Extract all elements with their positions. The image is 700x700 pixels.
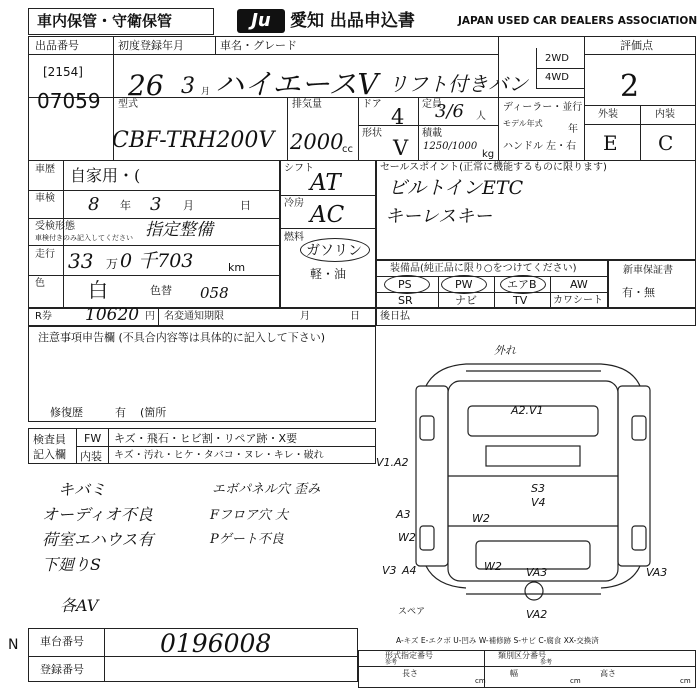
- model-value: CBF-TRH200V: [112, 128, 275, 153]
- divider: [215, 36, 216, 54]
- body-shape-label: 形状: [362, 128, 382, 139]
- equip-tv: TV: [513, 294, 528, 307]
- divider: [104, 628, 105, 682]
- inspection-year: 8: [88, 194, 100, 215]
- circle-airbag: [500, 275, 546, 294]
- model-spec-ref: 参考: [385, 659, 398, 666]
- car-grade-value: リフト付きバン: [388, 72, 528, 96]
- selling-point-2: キーレスキー: [385, 206, 493, 227]
- drive-4wd: 4WD: [545, 72, 569, 83]
- remark-left-2: オーディオ不良: [42, 505, 153, 524]
- interior-check-label: 内装: [80, 450, 102, 463]
- color-code: 058: [200, 284, 229, 302]
- car-name-label: 車名・グレード: [220, 39, 297, 52]
- repair-label: 修復歴: [50, 406, 83, 419]
- inspector-label-2: 記入欄: [33, 448, 66, 461]
- color-value: 白: [88, 278, 108, 302]
- recycle-unit: 円: [145, 311, 155, 322]
- recycle-label: R券: [35, 311, 52, 322]
- divider: [76, 446, 376, 447]
- dim-width: 幅: [510, 669, 518, 678]
- diagram-label: V4: [531, 496, 546, 509]
- inspection-day-unit: 日: [240, 199, 251, 212]
- ac-label: 冷房: [284, 198, 304, 209]
- lot-number: 07059: [37, 89, 101, 113]
- remark-right-2: Fフロア穴 大: [210, 508, 289, 523]
- certificate-note: 車検付きのみ記入してください: [35, 234, 133, 242]
- equip-sr: SR: [398, 294, 413, 307]
- fuel-circle: [300, 238, 370, 262]
- inspection-label: 車検: [35, 193, 55, 204]
- equip-navi: ナビ: [455, 294, 477, 307]
- chassis-label: 車台番号: [40, 635, 84, 648]
- exterior-grade: E: [603, 131, 618, 155]
- notes-label: 注意事項申告欄 (不具合内容等は具体的に記入して下さい): [38, 331, 326, 344]
- warranty-label: 新車保証書: [623, 265, 673, 276]
- dim-unit: cm: [680, 677, 691, 685]
- divider: [287, 97, 288, 161]
- registration-month: 3: [181, 74, 195, 99]
- equip-airbag: エアB: [507, 278, 537, 291]
- diagram-legend: A-キズ E-エクボ U-凹み W-補修跡 S-サビ C-腐食 XX-交換済: [396, 636, 599, 645]
- model-year-label: モデル年式: [503, 119, 543, 128]
- remark-left-4: 下廻りS: [42, 555, 101, 574]
- equip-ps: PS: [398, 278, 412, 291]
- class-ref: 参考: [540, 659, 553, 666]
- dim-unit: cm: [475, 677, 486, 685]
- body-shape-value: V: [393, 136, 409, 160]
- handle-label: ハンドル 左・右: [503, 141, 577, 152]
- equip-aw: AW: [570, 278, 588, 291]
- fw-label: FW: [84, 432, 102, 445]
- divider: [28, 190, 280, 191]
- recycle-value: 10620: [85, 305, 140, 325]
- dim-unit: cm: [570, 677, 581, 685]
- divider: [358, 666, 696, 667]
- warranty-value: 有・無: [622, 286, 655, 299]
- circle-ps: [384, 275, 430, 294]
- divider: [550, 276, 551, 308]
- displacement-value: 2000: [290, 130, 344, 154]
- shift-value: AT: [310, 170, 341, 196]
- form-title: 愛知 出品申込書: [290, 11, 415, 31]
- repair-value: 有: [115, 406, 126, 419]
- diagram-label: S3: [531, 482, 545, 495]
- fw-items: キズ・飛石・ヒビ割・リペア跡・X要: [114, 432, 298, 445]
- history-label: 車歴: [35, 164, 55, 175]
- inspection-month: 3: [150, 194, 162, 215]
- selling-point-1: ビルトインETC: [388, 177, 524, 199]
- diagram-label: W2: [398, 531, 416, 544]
- equip-kawa-seat: カワシート: [553, 295, 603, 306]
- notice-label: 名変通知期限: [164, 311, 224, 322]
- interior-label: 内装: [655, 109, 675, 120]
- registration-year: 26: [128, 69, 164, 102]
- equip-pw: PW: [455, 278, 473, 291]
- capacity-unit: 人: [476, 111, 486, 122]
- divider: [438, 276, 439, 308]
- interior-grade: C: [658, 131, 674, 155]
- inspection-year-unit: 年: [120, 199, 131, 212]
- registration-label: 初度登録年月: [118, 39, 184, 52]
- notice-month-unit: 月: [300, 311, 310, 322]
- capacity-label: 定員: [422, 99, 442, 110]
- divider: [358, 125, 498, 126]
- equipment-label: 装備品(純正品に限り○をつけてください): [390, 263, 577, 274]
- divider: [494, 276, 495, 308]
- divider: [584, 54, 696, 55]
- notice-day-unit: 日: [350, 311, 360, 322]
- form-title-en: JAPAN USED CAR DEALERS ASSOCIATION: [458, 15, 698, 27]
- capacity-value: 3/6: [435, 101, 464, 122]
- mileage-label: 走行: [35, 249, 55, 260]
- diagram-label: VA3: [526, 566, 548, 579]
- divider: [108, 428, 109, 464]
- class-label: 類別区分番号: [498, 651, 546, 660]
- storage-title: 車内保管・守衛保管: [37, 12, 173, 30]
- model-spec-label: 形式指定番号: [385, 651, 433, 660]
- mileage-unit: km: [228, 261, 246, 274]
- diagram-label: A4: [402, 564, 417, 577]
- diagram-label: VA2: [526, 608, 548, 621]
- evaluation-label: 評価点: [620, 39, 653, 52]
- displacement-label: 排気量: [292, 99, 322, 110]
- certificate-value: 指定整備: [145, 220, 213, 240]
- divider: [28, 54, 498, 55]
- car-name-value: ハイエースV: [215, 67, 379, 101]
- divider: [28, 245, 280, 246]
- fuel-label: 燃料: [284, 232, 304, 243]
- after-pay-label: 後日払: [380, 311, 410, 322]
- mileage-man-unit: 万: [106, 257, 119, 271]
- divider: [640, 105, 641, 161]
- diagram-label: A3: [396, 508, 411, 521]
- lot-bracket-number: [2154]: [43, 65, 83, 79]
- divider: [358, 97, 359, 161]
- diagram-label: V3: [382, 564, 397, 577]
- diagram-label: W2: [484, 560, 502, 573]
- lot-label: 出品番号: [35, 39, 79, 52]
- diagram-label: W2: [472, 512, 490, 525]
- selling-points-label: セールスポイント(正常に機能するものに限ります): [380, 162, 607, 173]
- ju-logo: [237, 9, 285, 33]
- car-damage-diagram: [376, 326, 696, 636]
- diagram-label: V1.A2: [376, 456, 409, 469]
- divider: [28, 218, 280, 219]
- evaluation-score: 2: [620, 69, 640, 104]
- load-unit: kg: [482, 149, 495, 160]
- model-year-unit: 年: [568, 124, 578, 135]
- registration-month-unit: 月: [201, 87, 211, 97]
- circle-pw: [441, 275, 487, 294]
- diagram-label: 外れ: [494, 344, 516, 357]
- chassis-value: 0196008: [160, 629, 272, 658]
- margin-mark: N: [8, 637, 19, 653]
- remark-left-1: キバミ: [58, 480, 107, 499]
- fuel-value: ガソリン: [306, 243, 362, 259]
- drive-2wd: 2WD: [545, 53, 569, 64]
- inspector-label-1: 検査員: [33, 433, 66, 446]
- after-pay-block: [376, 308, 696, 326]
- history-value: 自家用・(: [70, 166, 141, 185]
- ju-logo-text: Ju: [251, 10, 271, 31]
- color-code-label: 色替: [150, 284, 172, 297]
- displacement-unit: cc: [342, 144, 353, 155]
- load-value: 1250/1000: [423, 141, 478, 152]
- color-label: 色: [35, 278, 45, 289]
- dim-height: 高さ: [600, 669, 616, 678]
- model-label: 型式: [118, 99, 138, 110]
- divider: [498, 36, 499, 161]
- divider: [536, 68, 584, 69]
- diagram-label: スペア: [398, 607, 426, 617]
- remark-left-5: 各AV: [60, 596, 99, 615]
- remark-left-3: 荷室エハウス有: [42, 530, 154, 549]
- mileage-rest: 0 千703: [120, 250, 194, 272]
- diagram-label: A2.V1: [511, 404, 544, 417]
- dealer-label: ディーラー・並行: [503, 102, 583, 113]
- mileage-man: 33: [68, 249, 94, 273]
- remark-right-3: Pゲート不良: [210, 532, 284, 547]
- certificate-label: 受検形態: [35, 221, 75, 232]
- exterior-label: 外装: [598, 109, 618, 120]
- divider: [28, 275, 280, 276]
- remark-right-1: エボパネル穴 歪み: [212, 482, 321, 497]
- interior-items: キズ・汚れ・ヒケ・タバコ・ヌレ・キレ・破れ: [114, 450, 324, 461]
- shift-label: シフト: [284, 163, 314, 174]
- divider: [158, 308, 159, 326]
- ac-value: AC: [310, 202, 345, 228]
- inspection-month-unit: 月: [183, 199, 194, 212]
- repair-place: (箇所: [140, 406, 167, 419]
- divider: [418, 97, 419, 161]
- load-label: 積載: [422, 128, 442, 139]
- fuel-alt: 軽・油: [310, 267, 347, 281]
- divider: [536, 88, 584, 89]
- reg-label: 登録番号: [40, 663, 84, 676]
- doors-value: 4: [391, 105, 405, 129]
- diagram-label: VA3: [646, 566, 668, 579]
- dim-length: 長さ: [402, 669, 418, 678]
- divider: [113, 97, 584, 98]
- doors-label: ドア: [362, 99, 382, 110]
- divider: [280, 228, 376, 229]
